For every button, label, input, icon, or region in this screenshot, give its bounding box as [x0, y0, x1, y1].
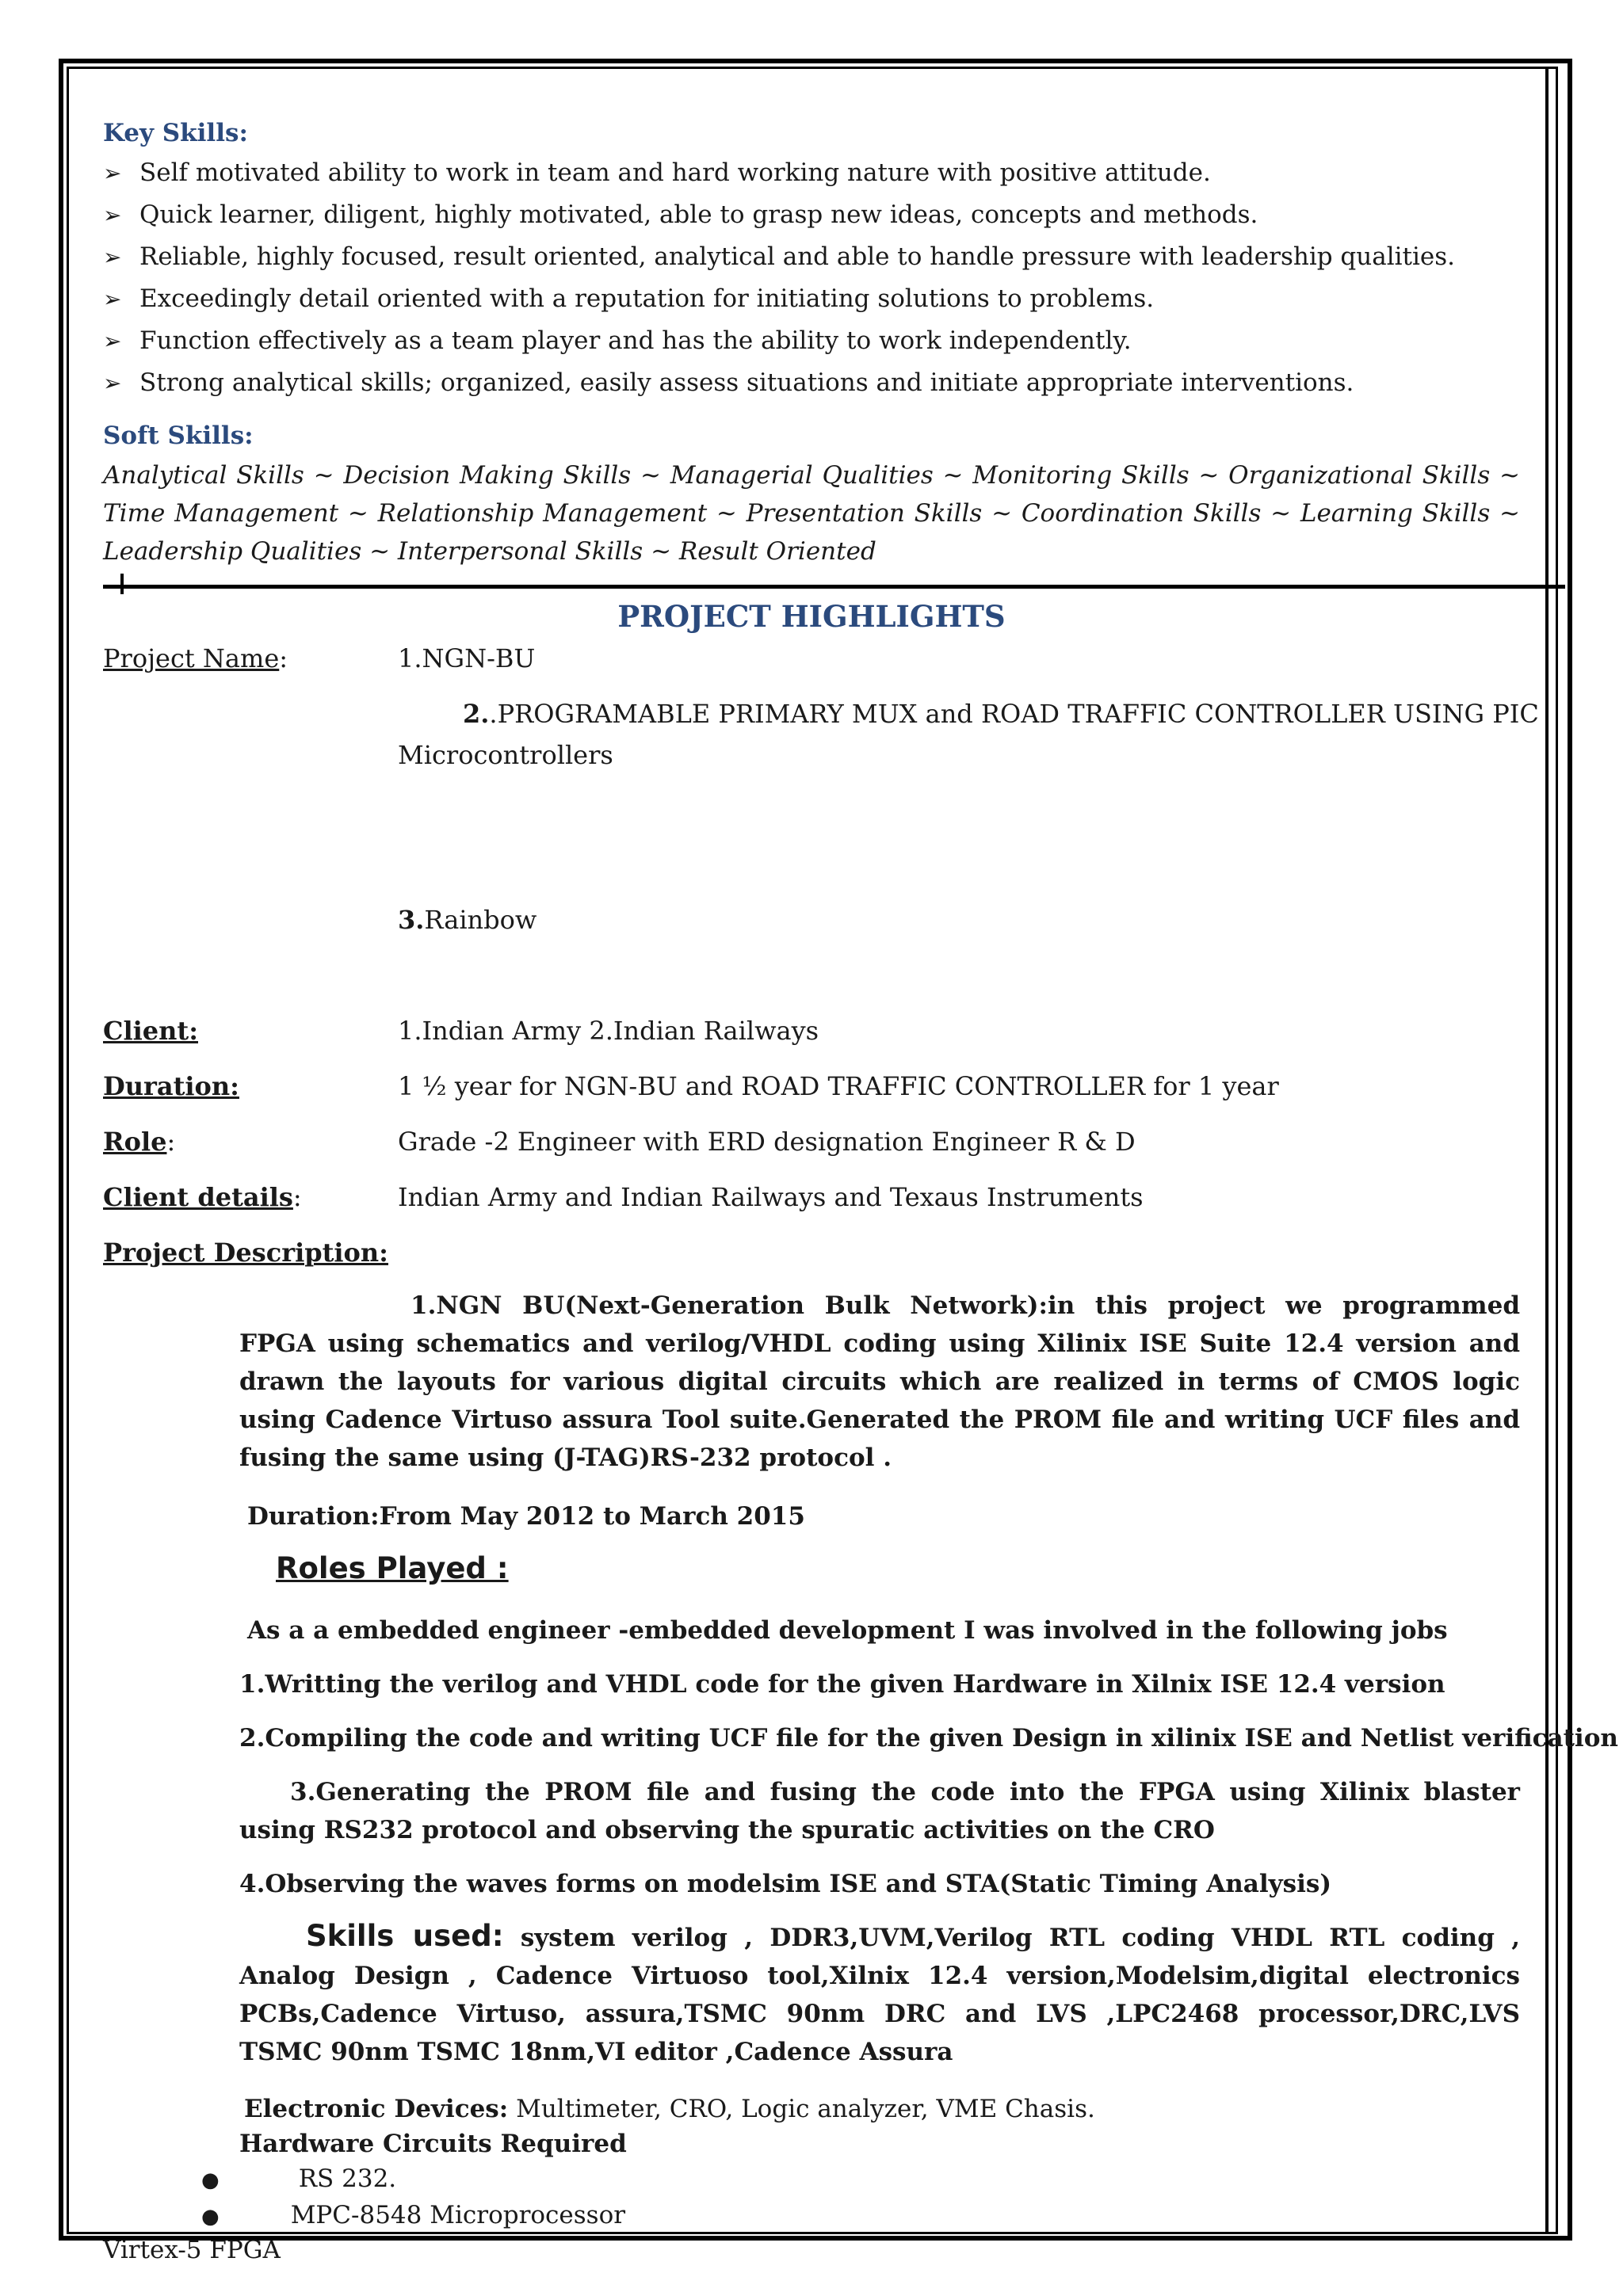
arrow-bullet-icon: ➢ [103, 244, 122, 270]
project-description-label: Project Description: [103, 1238, 388, 1268]
project-2: 2..PROGRAMABLE PRIMARY MUX and ROAD TRAFFIC CONTROLLER USING PIC Microcontrollers [398, 699, 1539, 770]
list-item: ● MPC-8548 Microprocessor [201, 2201, 626, 2229]
role-label: Role: [103, 1127, 176, 1157]
project-description-text: 1.NGN BU(Next-Generation Bulk Network):in this project we programmed FPGA using schematics and verilog/VHDL coding using Xilinix ISE Suite 12.4 version and drawn the layouts for various digital circuits which are realized in terms of CMOS logic using Cadence Virtuso assura Tool suite.Generated the PROM file and writing UCF files and fusing the same using (J-TAG)RS-232 protocol . [239, 1291, 1520, 1472]
client-details-label: Client details: [103, 1182, 302, 1212]
bullet-dot-icon: ● [201, 2168, 220, 2192]
role-item-1: 1.Writting the verilog and VHDL code for the given Hardware in Xilnix ISE 12.4 version [239, 1670, 1445, 1699]
key-skills-title: Key Skills: [103, 119, 248, 147]
arrow-bullet-icon: ➢ [103, 202, 122, 228]
list-item: ➢ Self motivated ability to work in team and hard working nature with positive attitude. [103, 152, 1455, 194]
soft-skills-title: Soft Skills: [103, 421, 254, 450]
arrow-bullet-icon: ➢ [103, 370, 122, 396]
divider-tick [120, 574, 124, 594]
project-highlights-title: PROJECT HIGHLIGHTS [617, 599, 1006, 634]
list-item: ➢ Strong analytical skills; organized, easily assess situations and initiate appropriate interventions. [103, 362, 1455, 404]
bullet-dot-icon: ● [201, 2205, 220, 2229]
project-3: 3.Rainbow [398, 905, 537, 935]
section-divider [103, 585, 1565, 589]
project-duration: Duration:From May 2012 to March 2015 [247, 1502, 805, 1531]
list-item: ➢ Quick learner, diligent, highly motivated, able to grasp new ideas, concepts and methods. [103, 194, 1455, 236]
list-item: ➢ Function effectively as a team player and has the ability to work independently. [103, 320, 1455, 362]
hardware-list [201, 2164, 625, 2237]
roles-played-title: Roles Played : [276, 1551, 509, 1585]
client-label: Client: [103, 1016, 198, 1046]
role-item-3: 3.Generating the PROM file and fusing the code into the FPGA using Xilinix blaster using RS232 protocol and observing the spuratic activities on the CRO [239, 1778, 1520, 1844]
arrow-bullet-icon: ➢ [103, 328, 122, 354]
client-value: 1.Indian Army 2.Indian Railways [398, 1016, 819, 1046]
electronic-devices: Electronic Devices: Multimeter, CRO, Logic analyzer, VME Chasis. [244, 2095, 1095, 2123]
soft-skills-text: Analytical Skills ~ Decision Making Skills ~ Managerial Qualities ~ Monitoring Skills ~ Organizational Skills ~ Time Management ~ Relationship Management ~ Presentation Skills ~ Coordination Skills ~ Learning Skills ~ Leadership Qualities ~ Interpersonal Skills ~ Result Oriented [103, 461, 1520, 566]
client-details-value: Indian Army and Indian Railways and Texaus Instruments [398, 1182, 1144, 1212]
arrow-bullet-icon: ➢ [103, 286, 122, 312]
duration-label: Duration: [103, 1071, 239, 1101]
duration-value: 1 ½ year for NGN-BU and ROAD TRAFFIC CONTROLLER for 1 year [398, 1071, 1279, 1101]
role-item-2: 2.Compiling the code and writing UCF file for the given Design in xilinix ISE and Netlist verification [239, 1724, 1618, 1753]
hardware-circuits-title: Hardware Circuits Required [239, 2130, 627, 2158]
key-skills-list [103, 152, 1455, 404]
project-name-label: Project Name: [103, 643, 288, 673]
role-item-4: 4.Observing the waves forms on modelsim ISE and STA(Static Timing Analysis) [239, 1870, 1332, 1898]
skills-used: Skills used: system verilog , DDR3,UVM,Verilog RTL coding VHDL RTL coding , Analog Design , Cadence Virtuoso tool,Xilnix 12.4 version,Modelsim,digital electronics PCBs,Cadence Virtuso, assura,TSMC 90nm DRC and LVS ,LPC2468 processor,DRC,LVS TSMC 90nm TSMC 18nm,VI editor ,Cadence Assura [239, 1919, 1521, 2066]
role-value: Grade -2 Engineer with ERD designation Engineer R & D [398, 1127, 1136, 1157]
page-border-right [1545, 67, 1549, 2234]
hardware-last-item: Virtex-5 FPGA [103, 2236, 281, 2264]
project-1: 1.NGN-BU [398, 643, 536, 673]
list-item: ➢ Exceedingly detail oriented with a reputation for initiating solutions to problems. [103, 278, 1455, 320]
list-item: ➢ Reliable, highly focused, result oriented, analytical and able to handle pressure with leadership qualities. [103, 236, 1455, 278]
roles-intro: As a a embedded engineer -embedded development I was involved in the following jobs [247, 1616, 1448, 1645]
list-item: ● RS 232. [201, 2164, 397, 2193]
arrow-bullet-icon: ➢ [103, 160, 122, 186]
